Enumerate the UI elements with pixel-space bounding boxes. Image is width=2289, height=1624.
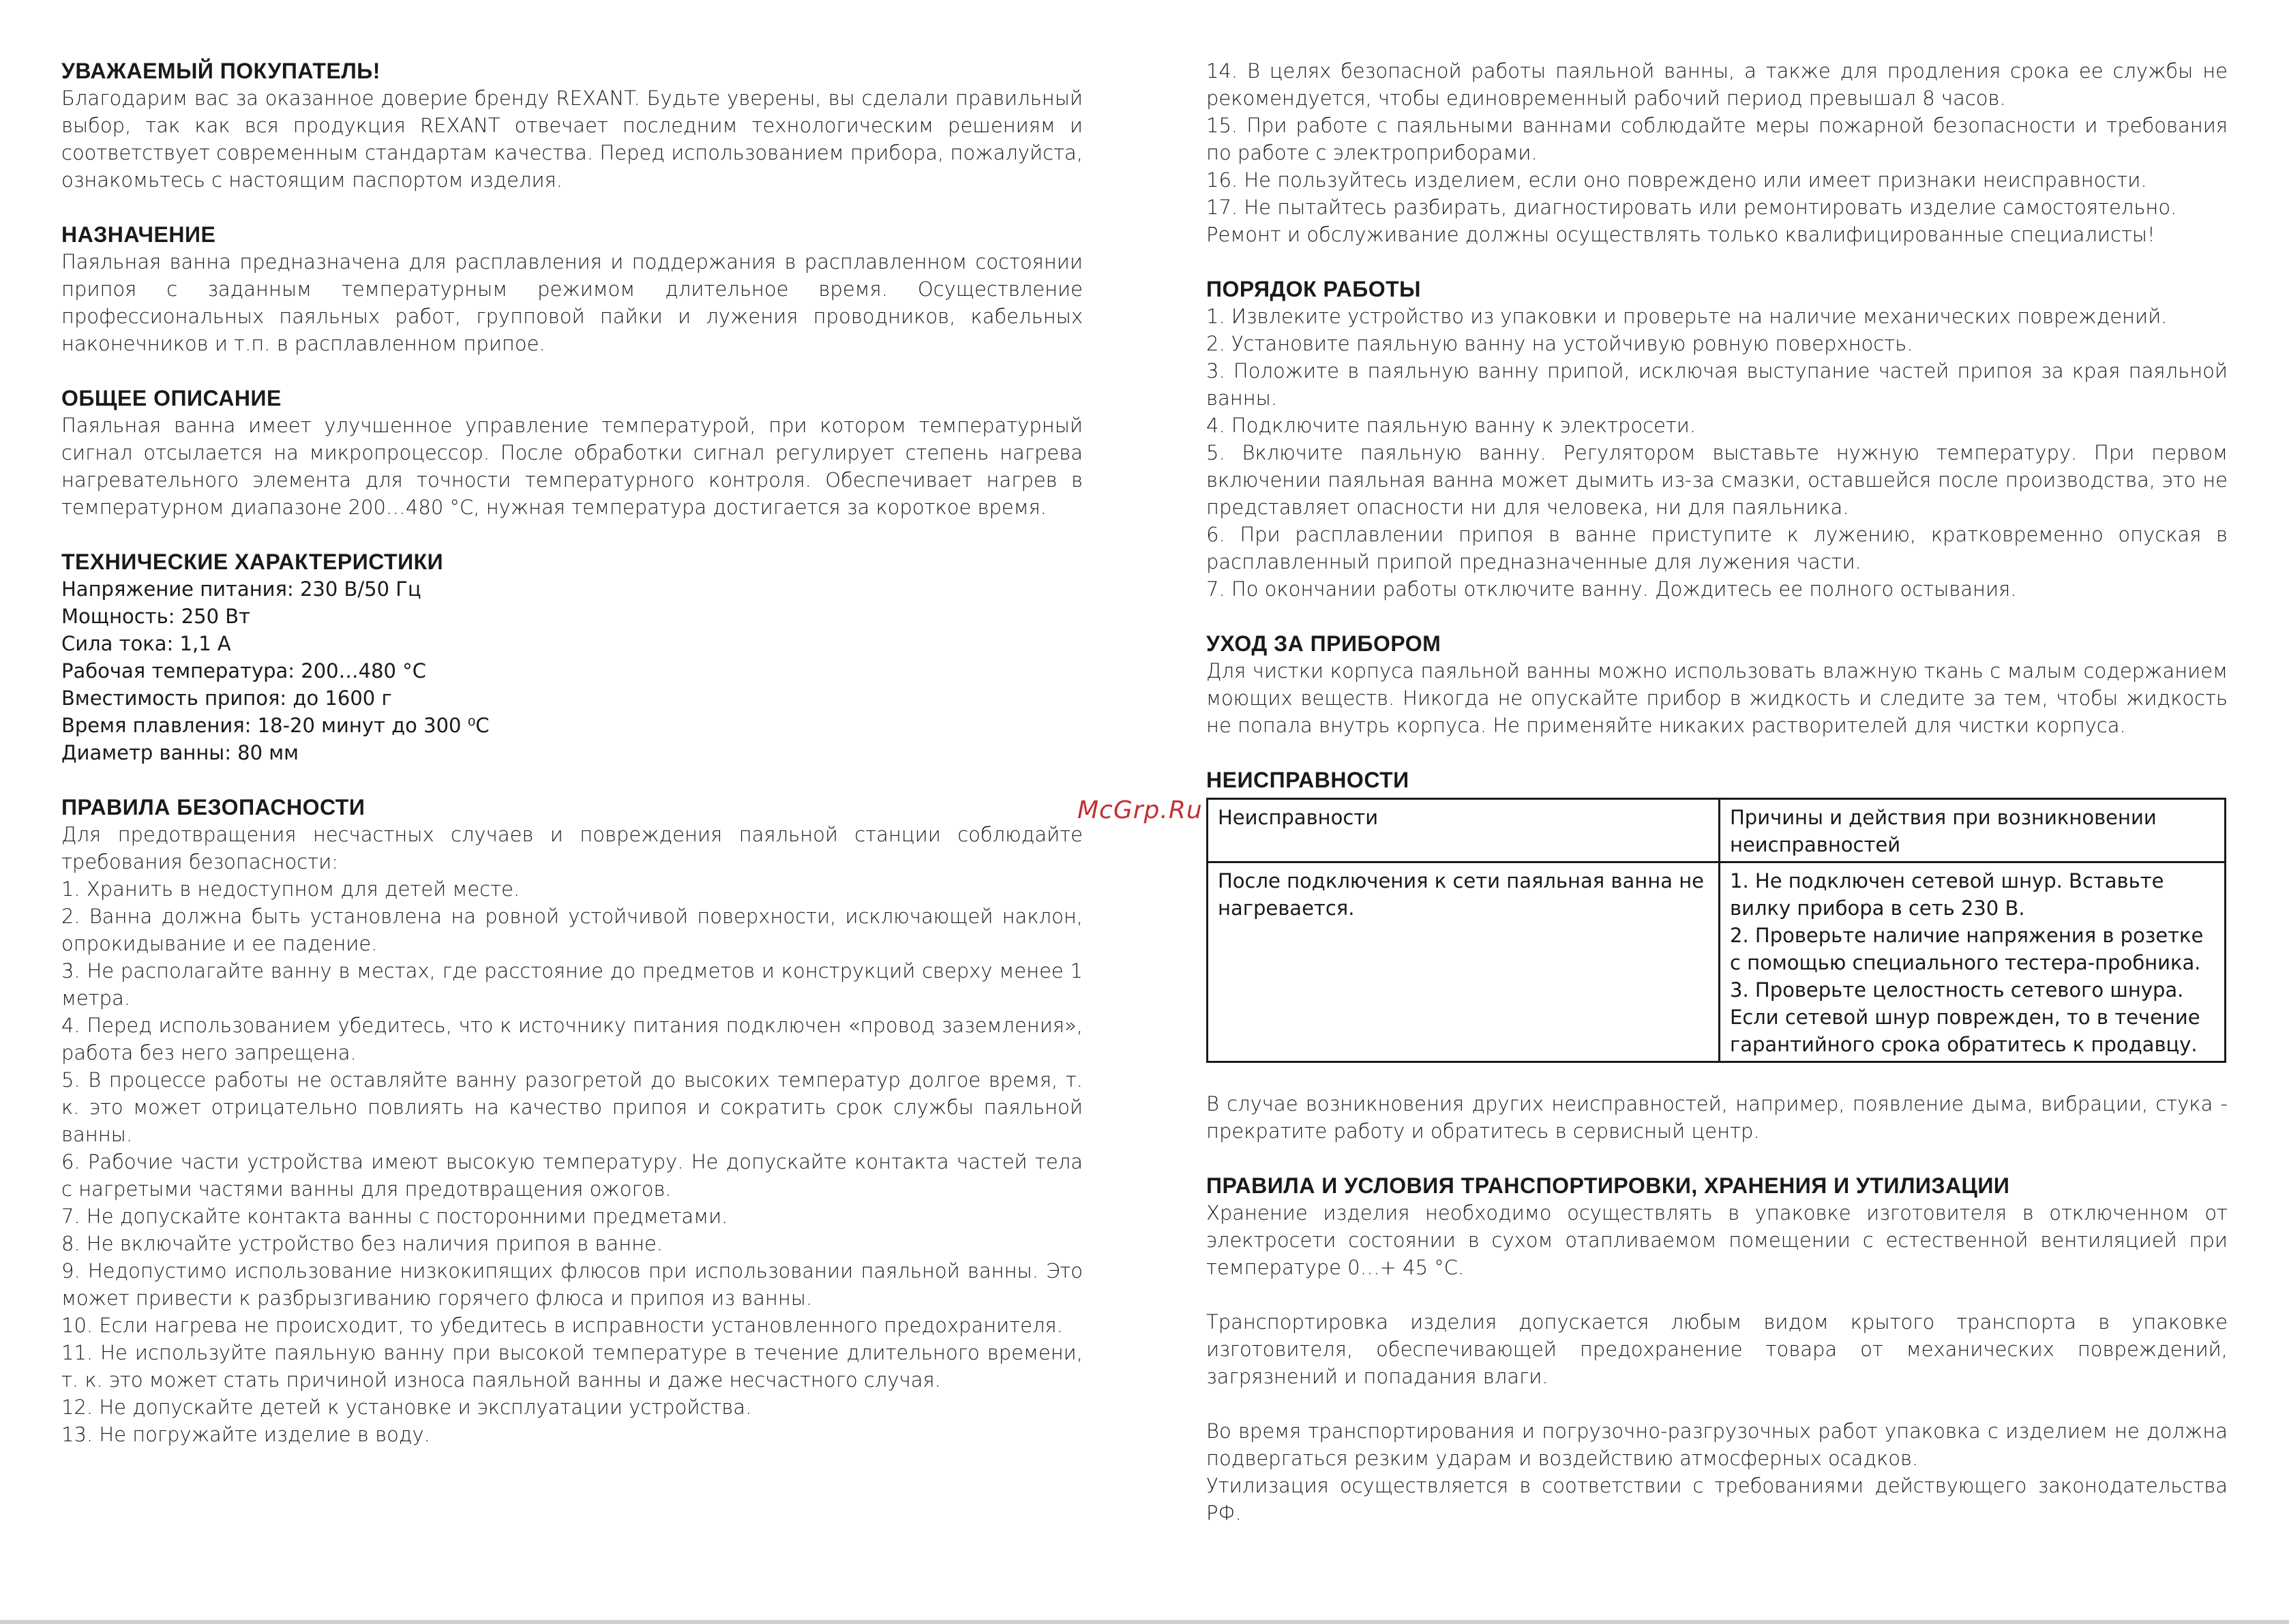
greeting-text: Благодарим вас за оказанное доверие бренду REXANT. Будьте уверены, вы сделали правильный выбор, так как вся продукция REXANT отвечает последним технологическим решениям и соответствует современным стандартам качества. Перед использованием прибора, пожалуйста, ознакомьтесь с настоящим паспортом изделия. (61, 87, 1083, 192)
specs-heading: ТЕХНИЧЕСКИЕ ХАРАКТЕРИСТИКИ (61, 550, 444, 574)
purpose-heading: НАЗНАЧЕНИЕ (61, 222, 216, 247)
spec-item: Рабочая температура: 200…480 °С (61, 659, 426, 682)
spec-item: Сила тока: 1,1 А (61, 632, 231, 655)
greeting-heading: УВАЖАЕМЫЙ ПОКУПАТЕЛЬ! (61, 59, 380, 83)
transport-disposal-text: Утилизация осуществляется в соответствии с требованиями действующего законодательства РФ. (1206, 1474, 2228, 1524)
safety-item: 14. В целях безопасной работы паяльной ванны, а также для продления срока ее службы не рекомендуется, чтобы единовременный рабочий период превышал 8 часов. (1206, 59, 2228, 110)
fault-action: Если сетевой шнур поврежден, то в течение гарантийного срока обратитесь к продавцу. (1730, 1006, 2200, 1056)
faults-heading: НЕИСПРАВНОСТИ (1206, 768, 1409, 792)
spec-item: Время плавления: 18-20 минут до 300 ⁰С (61, 714, 490, 737)
spec-item: Вместимость припоя: до 1600 г (61, 687, 392, 710)
care-heading: УХОД ЗА ПРИБОРОМ (1206, 631, 1441, 656)
page-bottom-divider (0, 1620, 2289, 1624)
left-column (61, 57, 1083, 1448)
safety-item: 11. Не используйте паяльную ванну при высокой температуре в течение длительного времени, т. к. это может стать причиной износа паяльной ванны и даже несчастного случая. (61, 1341, 1083, 1392)
safety-item: 4. Перед использованием убедитесь, что к источнику питания подключен «провод заземления», работа без него запрещена. (61, 1014, 1083, 1064)
faults-note: В случае возникновения других неисправностей, например, появление дыма, вибрации, стука - прекратите работу и обратитесь в сервисный центр. (1206, 1092, 2228, 1143)
safety-item: 6. Рабочие части устройства имеют высокую температуру. Не допускайте контакта частей тела с нагретыми частями ванны для предотвращения ожогов. (61, 1150, 1083, 1201)
fault-action: 1. Не подключен сетевой шнур. Вставьте вилку прибора в сеть 230 В. (1730, 869, 2164, 920)
transport-transport-text: Транспортировка изделия допускается любым видом крытого транспорта в упаковке изготовителя, обеспечивающей предохранение товара от механических повреждений, загрязнений и попадания влаги. (1206, 1310, 2228, 1388)
faults-table (1206, 798, 2226, 1063)
safety-item: 17. Не пытайтесь разбирать, диагностировать или ремонтировать изделие самостоятельно. (1206, 196, 2177, 219)
safety-item: 1. Хранить в недоступном для детей месте. (61, 877, 520, 901)
operation-item: 3. Положите в паяльную ванну припой, исключая выступание частей припоя за края паяльной ванны. (1206, 359, 2228, 410)
operation-item: 1. Извлеките устройство из упаковки и проверьте на наличие механических повреждений. (1206, 305, 2168, 328)
safety-item: 8. Не включайте устройство без наличия припоя в ванне. (61, 1232, 663, 1255)
transport-handling-text: Во время транспортирования и погрузочно-разгрузочных работ упаковка с изделием не должна подвергаться резким ударам и воздействию атмосферных осадков. (1206, 1419, 2228, 1470)
fault-actions-cell (1720, 862, 2226, 1062)
fault-problem-cell: После подключения к сети паяльная ванна не нагревается. (1208, 862, 1720, 1062)
faults-col1-header: Неисправности (1208, 799, 1720, 862)
operation-item: 2. Установите паяльную ванну на устойчивую ровную поверхность. (1206, 332, 1913, 355)
spec-item: Мощность: 250 Вт (61, 605, 251, 628)
care-text: Для чистки корпуса паяльной ванны можно использовать влажную ткань с малым содержанием моющих веществ. Никогда не опускайте прибор в жидкость и следите за тем, чтобы жидкость не попала внутрь корпуса. Не применяйте никаких растворителей для чистки корпуса. (1206, 659, 2228, 737)
purpose-text: Паяльная ванна предназначена для расплавления и поддержания в расплавленном состоянии припоя с заданным температурным режимом длительное время. Осуществление профессиональных паяльных работ, групповой пайки и лужения проводников, кабельных наконечников и т.п. в расплавленном припое. (61, 250, 1083, 355)
safety-item: 3. Не располагайте ванну в местах, где расстояние до предметов и конструкций сверху менее 1 метра. (61, 959, 1083, 1010)
fault-action: 2. Проверьте наличие напряжения в розетке с помощью специального тестера-пробника. (1730, 924, 2204, 974)
safety-heading: ПРАВИЛА БЕЗОПАСНОСТИ (61, 795, 365, 819)
operation-item: 4. Подключите паяльную ванну к электросети. (1206, 414, 1696, 437)
safety-item: 9. Недопустимо использование низкокипящих флюсов при использовании паяльной ванны. Это может привести к разбрызгиванию горячего флюса и припоя из ванны. (61, 1259, 1083, 1310)
spec-item: Напряжение питания: 230 В/50 Гц (61, 577, 421, 601)
safety-item: 13. Не погружайте изделие в воду. (61, 1423, 430, 1446)
operation-item: 6. При расплавлении припоя в ванне приступите к лужению, кратковременно опуская в расплавленный припой предназначенные для лужения части. (1206, 523, 2228, 573)
safety-item: 16. Не пользуйтесь изделием, если оно повреждено или имеет признаки неисправности. (1206, 168, 2147, 192)
operation-heading: ПОРЯДОК РАБОТЫ (1206, 277, 1421, 301)
safety-intro: Для предотвращения несчастных случаев и повреждения паяльной станции соблюдайте требования безопасности: (61, 823, 1083, 873)
fault-action: 3. Проверьте целостность сетевого шнура. (1730, 978, 2184, 1002)
safety-item: 12. Не допускайте детей к установке и эксплуатации устройства. (61, 1396, 752, 1419)
transport-storage-text: Хранение изделия необходимо осуществлять в упаковке изготовителя в отключенном от электросети состоянии в сухом отапливаемом помещении с естественной вентиляцией при температуре 0…+ 45 °С. (1206, 1201, 2228, 1279)
safety-note: Ремонт и обслуживание должны осуществлять только квалифицированные специалисты! (1206, 223, 2155, 246)
table-header-row (1208, 799, 2226, 862)
safety-item: 7. Не допускайте контакта ванны с посторонними предметами. (61, 1205, 728, 1228)
faults-col2-header: Причины и действия при возникновении неисправностей (1720, 799, 2226, 862)
safety-item: 10. Если нагрева не происходит, то убедитесь в исправности установленного предохранителя. (61, 1314, 1063, 1337)
right-column (1206, 57, 2228, 1527)
operation-item: 7. По окончании работы отключите ванну. Дождитесь ее полного остывания. (1206, 577, 2017, 601)
spec-item: Диаметр ванны: 80 мм (61, 741, 299, 764)
safety-item: 15. При работе с паяльными ваннами соблюдайте меры пожарной безопасности и требования по работе с электроприборами. (1206, 114, 2228, 164)
watermark-text: McGrp.Ru (1077, 796, 1203, 824)
description-text: Паяльная ванна имеет улучшенное управление температурой, при котором температурный сигнал отсылается на микропроцессор. После обработки сигнал регулирует степень нагрева нагревательного элемента для точности температурного контроля. Обеспечивает нагрев в температурном диапазоне 200…480 °С, нужная температура достигается за короткое время. (61, 414, 1083, 519)
transport-heading: ПРАВИЛА И УСЛОВИЯ ТРАНСПОРТИРОВКИ, ХРАНЕНИЯ И УТИЛИЗАЦИИ (1206, 1173, 2010, 1198)
safety-item: 2. Ванна должна быть установлена на ровной устойчивой поверхности, исключающей наклон, опрокидывание и ее падение. (61, 905, 1083, 955)
safety-item: 5. В процессе работы не оставляйте ванну разогретой до высоких температур долгое время, т. к. это может отрицательно повлиять на качество припоя и сократить срок службы паяльной ванны. (61, 1068, 1083, 1146)
table-row (1208, 862, 2226, 1062)
operation-item: 5. Включите паяльную ванну. Регулятором выставьте нужную температуру. При первом включении паяльная ванна может дымить из-за смазки, оставшейся после производства, это не представляет опасности ни для человека, ни для паяльника. (1206, 441, 2228, 519)
description-heading: ОБЩЕЕ ОПИСАНИЕ (61, 386, 282, 410)
